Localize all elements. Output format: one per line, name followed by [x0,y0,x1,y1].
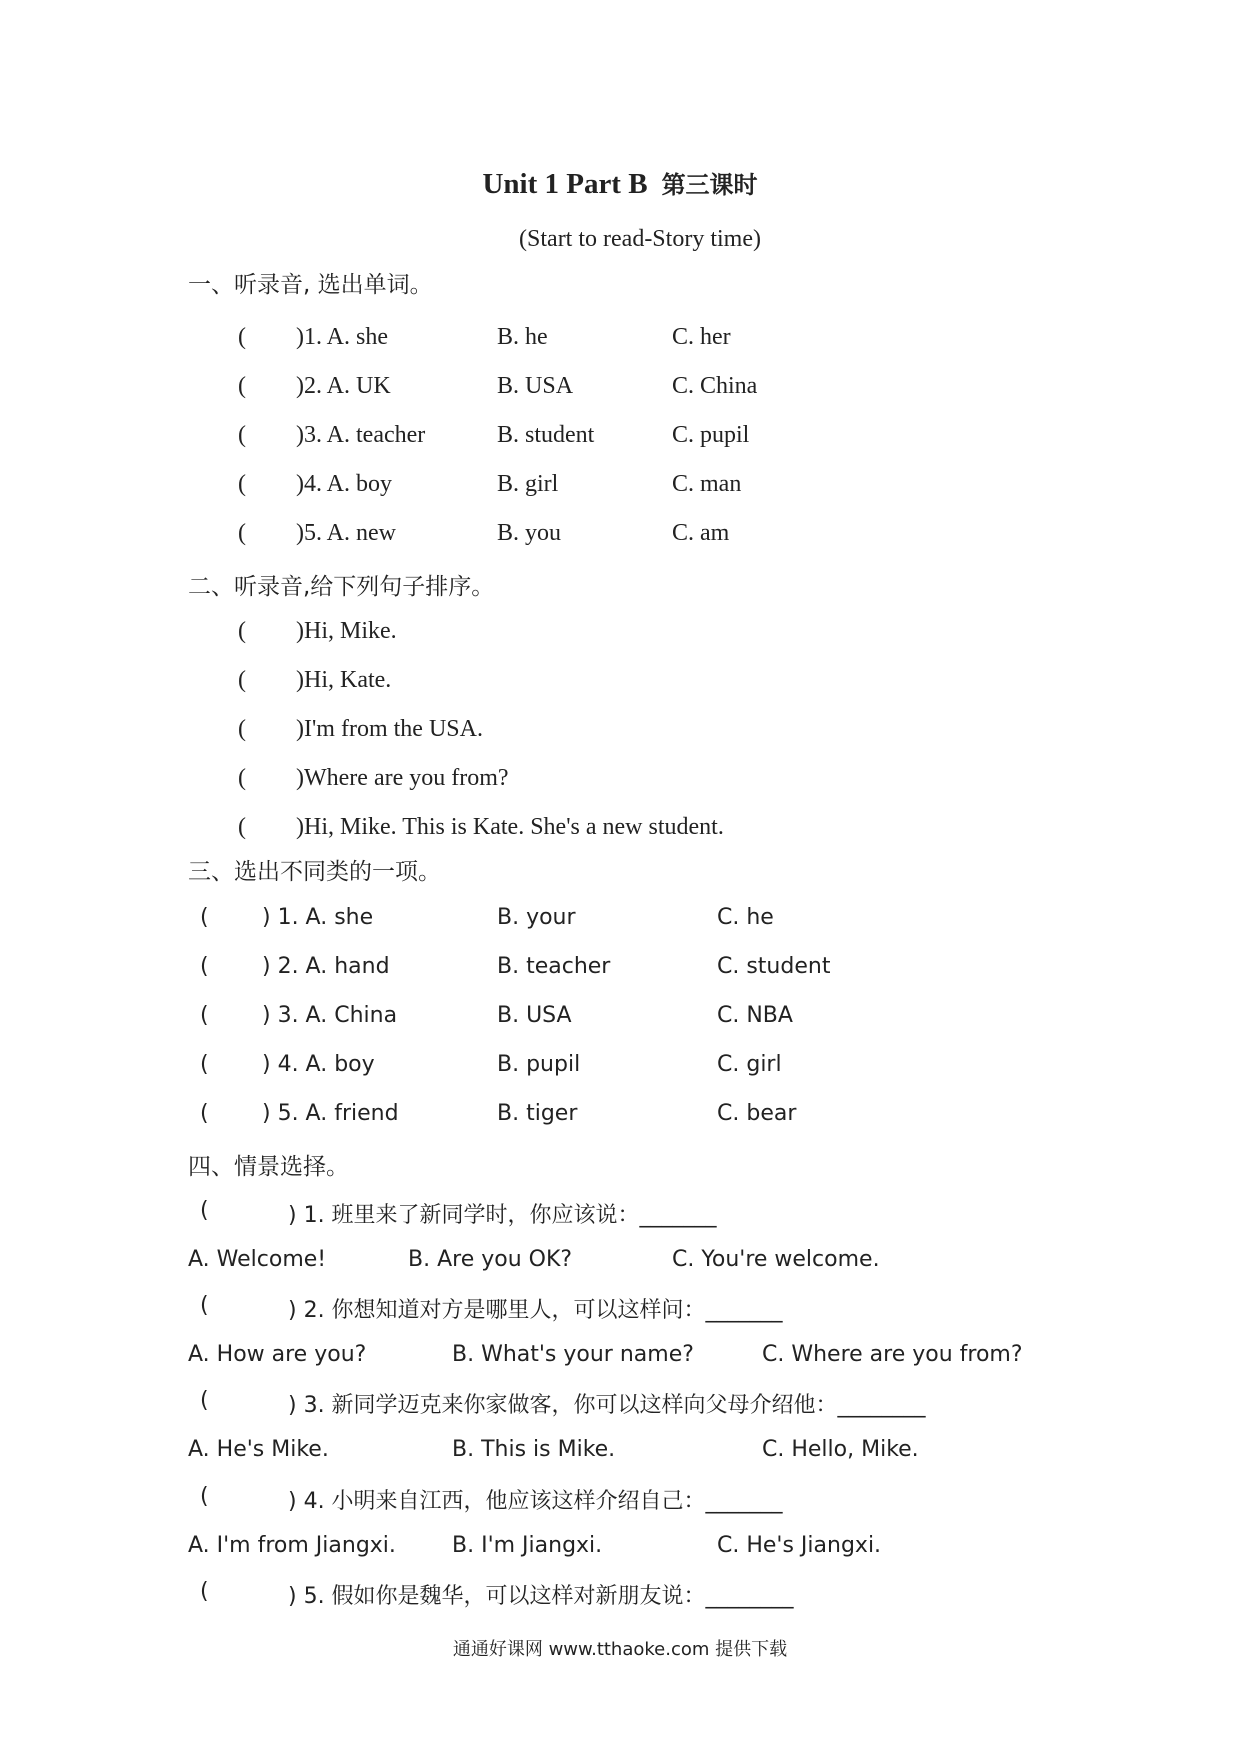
answer-paren: ( [238,618,246,644]
answer-paren: ( [200,1198,209,1223]
s2-sentence-row [0,765,1240,799]
s1-question-row [0,373,1240,407]
answer-paren: ( [200,905,209,930]
page-subtitle: (Start to read-Story time) [519,226,761,252]
s3-question-row [0,954,1240,988]
option-c: C. girl [717,1052,782,1077]
sentence-text: )Where are you from? [296,765,509,791]
s4-options-row [0,1437,1240,1471]
s3-question-row [0,1101,1240,1135]
question-text: ) 1. 班里来了新同学时，你应该说：_______ [288,1203,717,1228]
s4-question-row [0,1484,1240,1518]
option-b: B. girl [497,471,559,497]
question-text: ) 2. 你想知道对方是哪里人，可以这样问：_______ [288,1298,783,1323]
question-text: ) 3. 新同学迈克来你家做客，你可以这样向父母介绍他：________ [288,1393,926,1418]
option-a: A. He's Mike. [188,1437,329,1462]
option-c: C. am [672,520,730,546]
question-text: ) 5. 假如你是魏华，可以这样对新朋友说：________ [288,1584,794,1609]
s1-question-row [0,520,1240,554]
answer-paren: ( [238,667,246,693]
section-2-heading: 二、听录音,给下列句子排序。 [188,574,495,600]
answer-paren: ( [200,1579,209,1604]
option-c: C. Where are you from? [762,1342,1023,1367]
answer-paren: ( [200,954,209,979]
section-4-heading: 四、情景选择。 [188,1154,349,1180]
s4-options-row [0,1342,1240,1376]
option-b: B. teacher [497,954,611,979]
s1-question-row [0,422,1240,456]
option-a: ) 3. A. China [262,1003,398,1028]
option-a: ) 4. A. boy [262,1052,375,1077]
s1-question-row [0,324,1240,358]
option-c: C. student [717,954,831,979]
option-c: C. Hello, Mike. [762,1437,919,1462]
s1-question-row [0,471,1240,505]
s3-question-row [0,1052,1240,1086]
answer-paren: ( [238,471,246,497]
title-lesson: 第三课时 [661,171,758,199]
s2-sentence-row [0,814,1240,848]
option-c: C. You're welcome. [672,1247,880,1272]
option-b: B. pupil [497,1052,581,1077]
answer-paren: ( [238,324,246,350]
answer-paren: ( [200,1003,209,1028]
s4-question-row [0,1579,1240,1613]
answer-paren: ( [200,1293,209,1318]
option-a: A. How are you? [188,1342,367,1367]
sentence-text: )Hi, Mike. This is Kate. She's a new student. [296,814,724,840]
option-b: B. What's your name? [452,1342,694,1367]
s4-question-row [0,1388,1240,1422]
option-c: C. pupil [672,422,750,448]
option-b: B. student [497,422,595,448]
answer-paren: ( [238,765,246,791]
option-b: B. your [497,905,576,930]
title-main: Unit 1 Part B [482,168,648,200]
sentence-text: )Hi, Kate. [296,667,392,693]
s4-options-row [0,1533,1240,1567]
answer-paren: ( [238,422,246,448]
s4-question-row [0,1198,1240,1232]
s2-sentence-row [0,618,1240,652]
option-c: C. NBA [717,1003,793,1028]
option-b: B. tiger [497,1101,578,1126]
option-a: A. Welcome! [188,1247,327,1272]
answer-paren: ( [200,1052,209,1077]
page-title [0,165,1240,201]
answer-paren: ( [238,814,246,840]
option-a: A. I'm from Jiangxi. [188,1533,396,1558]
answer-paren: ( [238,520,246,546]
option-a: )3. A. teacher [296,422,426,448]
sentence-text: )Hi, Mike. [296,618,397,644]
answer-paren: ( [200,1484,209,1509]
s2-sentence-row [0,716,1240,750]
option-a: )1. A. she [296,324,388,350]
s3-question-row [0,905,1240,939]
option-b: B. you [497,520,562,546]
option-b: B. USA [497,373,574,399]
s4-question-row [0,1293,1240,1327]
answer-paren: ( [200,1101,209,1126]
answer-paren: ( [238,716,246,742]
option-b: B. I'm Jiangxi. [452,1533,603,1558]
section-3-heading: 三、选出不同类的一项。 [188,859,441,885]
section-1-heading: 一、听录音, 选出单词。 [188,272,433,298]
option-c: C. her [672,324,731,350]
s3-question-row [0,1003,1240,1037]
s2-sentence-row [0,667,1240,701]
answer-paren: ( [238,373,246,399]
option-a: ) 2. A. hand [262,954,390,979]
option-b: B. USA [497,1003,572,1028]
footer-credit: 通通好课网 www.tthaoke.com 提供下载 [452,1639,788,1660]
option-c: C. China [672,373,758,399]
s4-options-row [0,1247,1240,1281]
option-c: C. bear [717,1101,797,1126]
option-b: B. This is Mike. [452,1437,616,1462]
answer-paren: ( [200,1388,209,1413]
option-b: B. Are you OK? [408,1247,573,1272]
option-a: ) 5. A. friend [262,1101,399,1126]
option-a: )2. A. UK [296,373,391,399]
question-text: ) 4. 小明来自江西，他应该这样介绍自己：_______ [288,1489,783,1514]
option-c: C. man [672,471,742,497]
option-c: C. he [717,905,774,930]
option-b: B. he [497,324,548,350]
sentence-text: )I'm from the USA. [296,716,483,742]
option-a: ) 1. A. she [262,905,374,930]
option-a: )5. A. new [296,520,396,546]
option-c: C. He's Jiangxi. [717,1533,882,1558]
option-a: )4. A. boy [296,471,392,497]
